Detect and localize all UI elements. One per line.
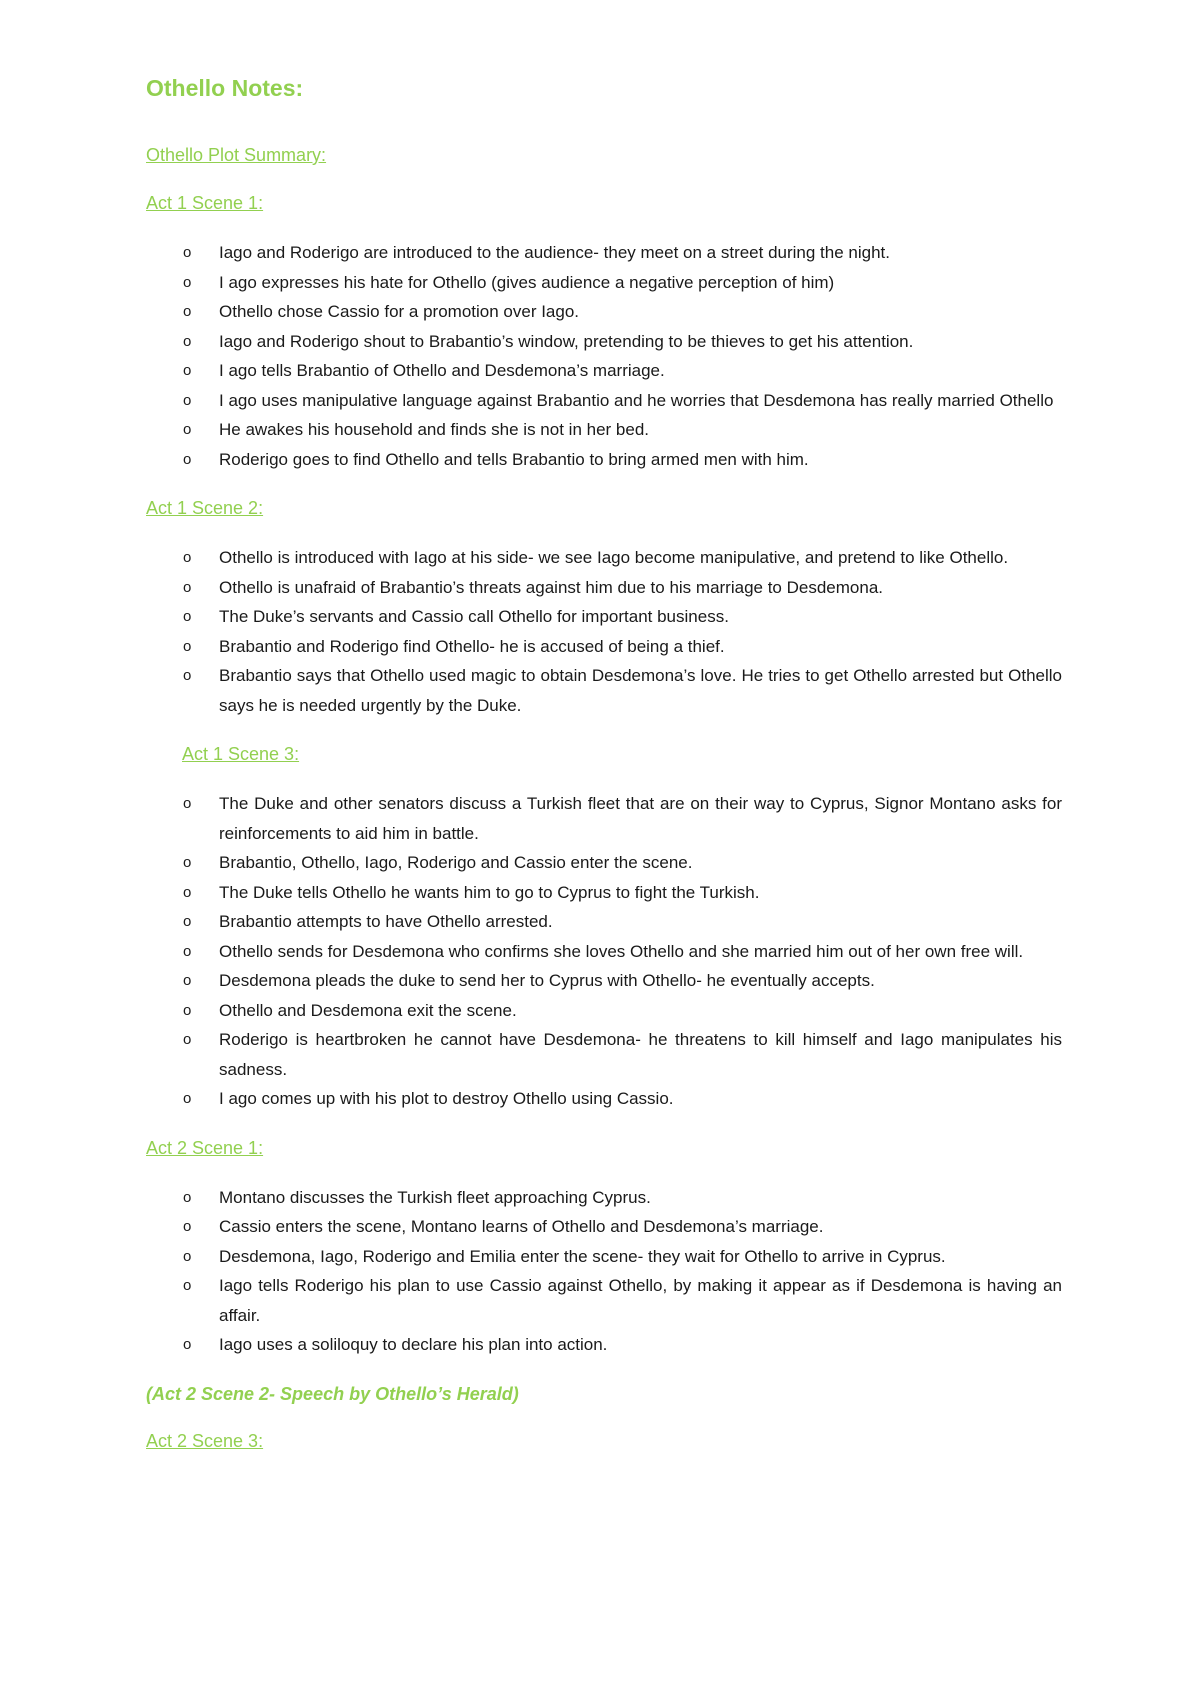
- list-item-text: I ago comes up with his plot to destroy Othello using Cassio.: [219, 1089, 674, 1108]
- bullet-circle-icon: o: [183, 303, 192, 320]
- bullet-circle-icon: o: [183, 913, 192, 930]
- bullet-list: [146, 1183, 1062, 1360]
- bullet-circle-icon: o: [183, 883, 192, 901]
- bullet-circle-icon: o: [183, 637, 192, 655]
- list-item: [146, 238, 1062, 268]
- bullet-circle-icon: o: [183, 854, 192, 871]
- document-title: Othello Notes:: [146, 75, 304, 101]
- list-item-text: Brabantio attempts to have Othello arrested.: [219, 912, 553, 931]
- list-item-text: Iago and Roderigo are introduced to the audience- they meet on a street during the night.: [219, 243, 891, 262]
- bullet-circle-icon: o: [183, 1090, 192, 1107]
- scene-heading: Act 1 Scene 1:: [146, 193, 264, 213]
- list-item: [146, 661, 1062, 720]
- list-item: [146, 878, 1062, 908]
- list-item-text: Iago tells Roderigo his plan to use Cassio against Othello, by making it appear as if Desdemona is having an affair.: [219, 1276, 1062, 1325]
- list-item-text: He awakes his household and finds she is not in her bed.: [219, 420, 649, 439]
- list-item-text: Iago and Roderigo shout to Brabantio’s window, pretending to be thieves to get his attention.: [219, 331, 914, 351]
- list-item-text: Cassio enters the scene, Montano learns of Othello and Desdemona’s marriage.: [219, 1217, 824, 1236]
- list-item: [146, 1084, 1062, 1114]
- list-item-text: Desdemona, Iago, Roderigo and Emilia enter the scene- they wait for Othello to arrive in Cyprus.: [219, 1246, 946, 1266]
- bullet-circle-icon: o: [183, 1336, 192, 1353]
- list-item: [146, 1183, 1062, 1213]
- list-item-text: Othello sends for Desdemona who confirms she loves Othello and she married him out of her own free will.: [219, 941, 1024, 961]
- list-item: [146, 996, 1062, 1026]
- sections-container: [146, 190, 1062, 1360]
- bullet-circle-icon: o: [183, 450, 192, 468]
- list-item-text: I ago expresses his hate for Othello (gives audience a negative perception of him): [219, 272, 835, 292]
- bullet-list: [146, 789, 1062, 1114]
- list-item-text: Brabantio, Othello, Iago, Roderigo and Cassio enter the scene.: [219, 853, 693, 872]
- list-item-text: The Duke tells Othello he wants him to go to Cyprus to fight the Turkish.: [219, 882, 760, 902]
- bullet-circle-icon: o: [183, 1001, 192, 1019]
- list-item-text: Roderigo goes to find Othello and tells Brabantio to bring armed men with him.: [219, 449, 809, 469]
- bullet-circle-icon: o: [183, 549, 192, 566]
- bullet-circle-icon: o: [183, 421, 192, 438]
- list-item: [146, 966, 1062, 996]
- list-item-text: I ago tells Brabantio of Othello and Desdemona’s marriage.: [219, 361, 665, 380]
- bullet-list: [146, 543, 1062, 720]
- list-item: [146, 789, 1062, 848]
- list-item: [146, 1025, 1062, 1084]
- bullet-list: [146, 238, 1062, 474]
- bullet-circle-icon: o: [183, 332, 192, 350]
- list-item: [146, 1271, 1062, 1330]
- list-item-text: The Duke’s servants and Cassio call Othello for important business.: [219, 607, 729, 626]
- list-item: [146, 415, 1062, 445]
- list-item: [146, 356, 1062, 386]
- list-item: [146, 573, 1062, 603]
- list-item: [146, 543, 1062, 573]
- list-item-text: Brabantio says that Othello used magic to obtain Desdemona’s love. He tries to get Othello arrested but Othello says he is needed urgently by the Duke.: [219, 666, 1062, 715]
- plot-summary-heading: Othello Plot Summary:: [146, 145, 327, 165]
- list-item: [146, 386, 1062, 416]
- list-item: [146, 268, 1062, 298]
- list-item: [146, 1330, 1062, 1360]
- list-item-text: I ago uses manipulative language against Brabantio and he worries that Desdemona has really married Othello: [219, 390, 1054, 410]
- bullet-circle-icon: o: [183, 362, 192, 379]
- bullet-circle-icon: o: [183, 1031, 192, 1048]
- bullet-circle-icon: o: [183, 1218, 192, 1235]
- bullet-circle-icon: o: [183, 608, 192, 625]
- list-item: [146, 327, 1062, 357]
- list-item: [146, 445, 1062, 475]
- bullet-circle-icon: o: [183, 1188, 192, 1206]
- list-item: [146, 602, 1062, 632]
- bullet-circle-icon: o: [183, 244, 192, 261]
- list-item: [146, 937, 1062, 967]
- document-page: [146, 70, 1062, 1454]
- bullet-circle-icon: o: [183, 578, 192, 596]
- scene-heading-act2-scene3: Act 2 Scene 3:: [146, 1430, 264, 1451]
- scene-heading: Act 1 Scene 2:: [146, 498, 264, 518]
- bullet-circle-icon: o: [183, 667, 192, 684]
- list-item: [146, 1212, 1062, 1242]
- list-item: [146, 632, 1062, 662]
- bullet-circle-icon: o: [183, 1247, 192, 1265]
- bullet-circle-icon: o: [183, 391, 192, 409]
- scene-note: (Act 2 Scene 2- Speech by Othello’s Herald): [146, 1383, 519, 1404]
- list-item: [146, 297, 1062, 327]
- bullet-circle-icon: o: [183, 273, 192, 291]
- list-item-text: Othello and Desdemona exit the scene.: [219, 1000, 517, 1020]
- list-item: [146, 848, 1062, 878]
- list-item-text: Desdemona pleads the duke to send her to Cyprus with Othello- he eventually accepts.: [219, 971, 875, 990]
- bullet-circle-icon: o: [183, 972, 192, 989]
- list-item-text: Brabantio and Roderigo find Othello- he is accused of being a thief.: [219, 636, 725, 656]
- list-item-text: Montano discusses the Turkish fleet approaching Cyprus.: [219, 1187, 651, 1207]
- list-item-text: Othello is introduced with Iago at his side- we see Iago become manipulative, and pretend to like Othello.: [219, 548, 1009, 567]
- bullet-circle-icon: o: [183, 1277, 192, 1294]
- bullet-circle-icon: o: [183, 795, 192, 812]
- list-item-text: Roderigo is heartbroken he cannot have Desdemona- he threatens to kill himself and Iago manipulates his sadness.: [219, 1030, 1062, 1079]
- list-item: [146, 1242, 1062, 1272]
- list-item-text: Iago uses a soliloquy to declare his plan into action.: [219, 1335, 608, 1354]
- scene-heading: Act 2 Scene 1:: [146, 1137, 264, 1158]
- scene-heading: Act 1 Scene 3:: [182, 744, 300, 764]
- list-item-text: Othello is unafraid of Brabantio’s threats against him due to his marriage to Desdemona.: [219, 577, 883, 597]
- list-item-text: Othello chose Cassio for a promotion over Iago.: [219, 302, 580, 321]
- list-item: [146, 907, 1062, 937]
- list-item-text: The Duke and other senators discuss a Turkish fleet that are on their way to Cyprus, Signor Montano asks for reinforcements to aid him in battle.: [219, 794, 1062, 843]
- bullet-circle-icon: o: [183, 942, 192, 960]
